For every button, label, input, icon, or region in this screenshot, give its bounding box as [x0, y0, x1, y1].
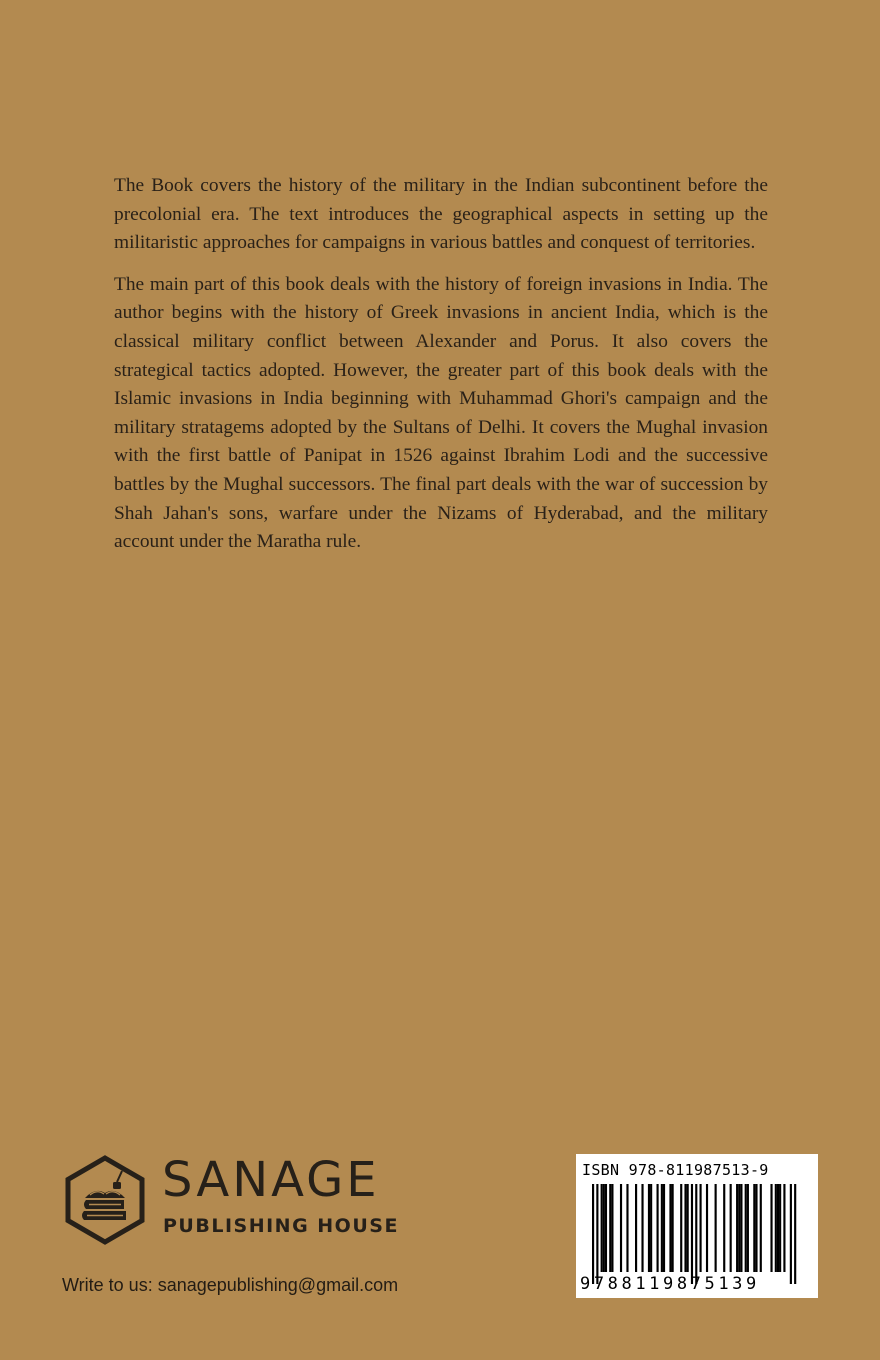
contact-email: Write to us: sanagepublishing@gmail.com — [62, 1275, 399, 1295]
barcode-bar — [760, 1184, 762, 1272]
barcode-bar — [601, 1184, 603, 1272]
barcode-bar — [790, 1184, 792, 1284]
barcode-bar — [779, 1184, 781, 1272]
barcode-bar — [635, 1184, 637, 1272]
barcode-bar — [687, 1184, 689, 1272]
barcode-bar — [603, 1184, 605, 1272]
barcode-bar — [695, 1184, 697, 1284]
barcode-bar — [648, 1184, 650, 1272]
barcode-bar — [669, 1184, 671, 1272]
barcode-bar — [609, 1184, 611, 1272]
barcode-bar — [715, 1184, 717, 1272]
isbn-label: ISBN 978-811987513-9 — [582, 1161, 769, 1179]
barcode-bar — [770, 1184, 772, 1272]
barcode-bar — [661, 1184, 663, 1272]
barcode-bar — [723, 1184, 725, 1272]
barcode-bar — [596, 1184, 598, 1284]
barcode-bar — [620, 1184, 622, 1272]
barcode-bar — [672, 1184, 674, 1272]
barcode-bar — [611, 1184, 613, 1272]
barcode-bar — [777, 1184, 779, 1272]
barcode-bar — [730, 1184, 732, 1272]
barcode-bar — [691, 1184, 693, 1284]
publisher-block — [60, 1150, 460, 1246]
barcode-bar — [794, 1184, 796, 1284]
barcode-bar — [740, 1184, 742, 1272]
barcode-bar — [641, 1184, 643, 1272]
barcode-bar — [738, 1184, 740, 1272]
publisher-subtitle: PUBLISHING HOUSE — [163, 1215, 399, 1237]
barcode-bar — [657, 1184, 659, 1272]
blurb-paragraph-2: The main part of this book deals with the history of foreign invasions in India. The author begins with the history of Greek invasions in ancient India, which is the classical military conflict between Alexander and Porus. It also covers the strategical tactics adopted. However, the greater part of this book deals with the Islamic invasions in India beginning with Muhammad Ghori's campaign and the military stratagems adopted by the Sultans of Delhi. It covers the Mughal invasion with the first battle of Panipat in 1526 against Ibrahim Lodi and the successive battles by the Mughal successors. The final part deals with the war of succession by Shah Jahan's sons, warfare under the Nizams of Hyderabad, and the military account under the Maratha rule. — [114, 273, 768, 553]
barcode-bar — [753, 1184, 755, 1272]
hexagon-books-icon — [60, 1155, 150, 1245]
barcode-bar — [700, 1184, 702, 1272]
barcode-bar — [605, 1184, 607, 1272]
barcode-bar — [592, 1184, 594, 1284]
barcode-bar — [775, 1184, 777, 1272]
back-cover-blurb — [114, 172, 768, 570]
barcode-bar — [747, 1184, 749, 1272]
barcode-bar — [736, 1184, 738, 1272]
blurb-paragraph-1: The Book covers the history of the military in the Indian subcontinent before the precolonial era. The text introduces the geographical aspects in setting up the militaristic approaches for campaigns in various battles and conquest of territories. — [114, 175, 768, 254]
publisher-name: SANAGE — [162, 1152, 380, 1208]
barcode-bar — [706, 1184, 708, 1272]
isbn-barcode — [576, 1154, 818, 1298]
barcode-bar — [755, 1184, 757, 1272]
barcode-digits: 9788119875139 — [580, 1274, 760, 1294]
barcode-bar — [650, 1184, 652, 1272]
barcode-bar — [663, 1184, 665, 1272]
barcode-bar — [745, 1184, 747, 1272]
barcode-bar — [680, 1184, 682, 1272]
barcode-bar — [783, 1184, 785, 1272]
barcode-bar — [684, 1184, 686, 1272]
barcode-bar — [626, 1184, 628, 1272]
